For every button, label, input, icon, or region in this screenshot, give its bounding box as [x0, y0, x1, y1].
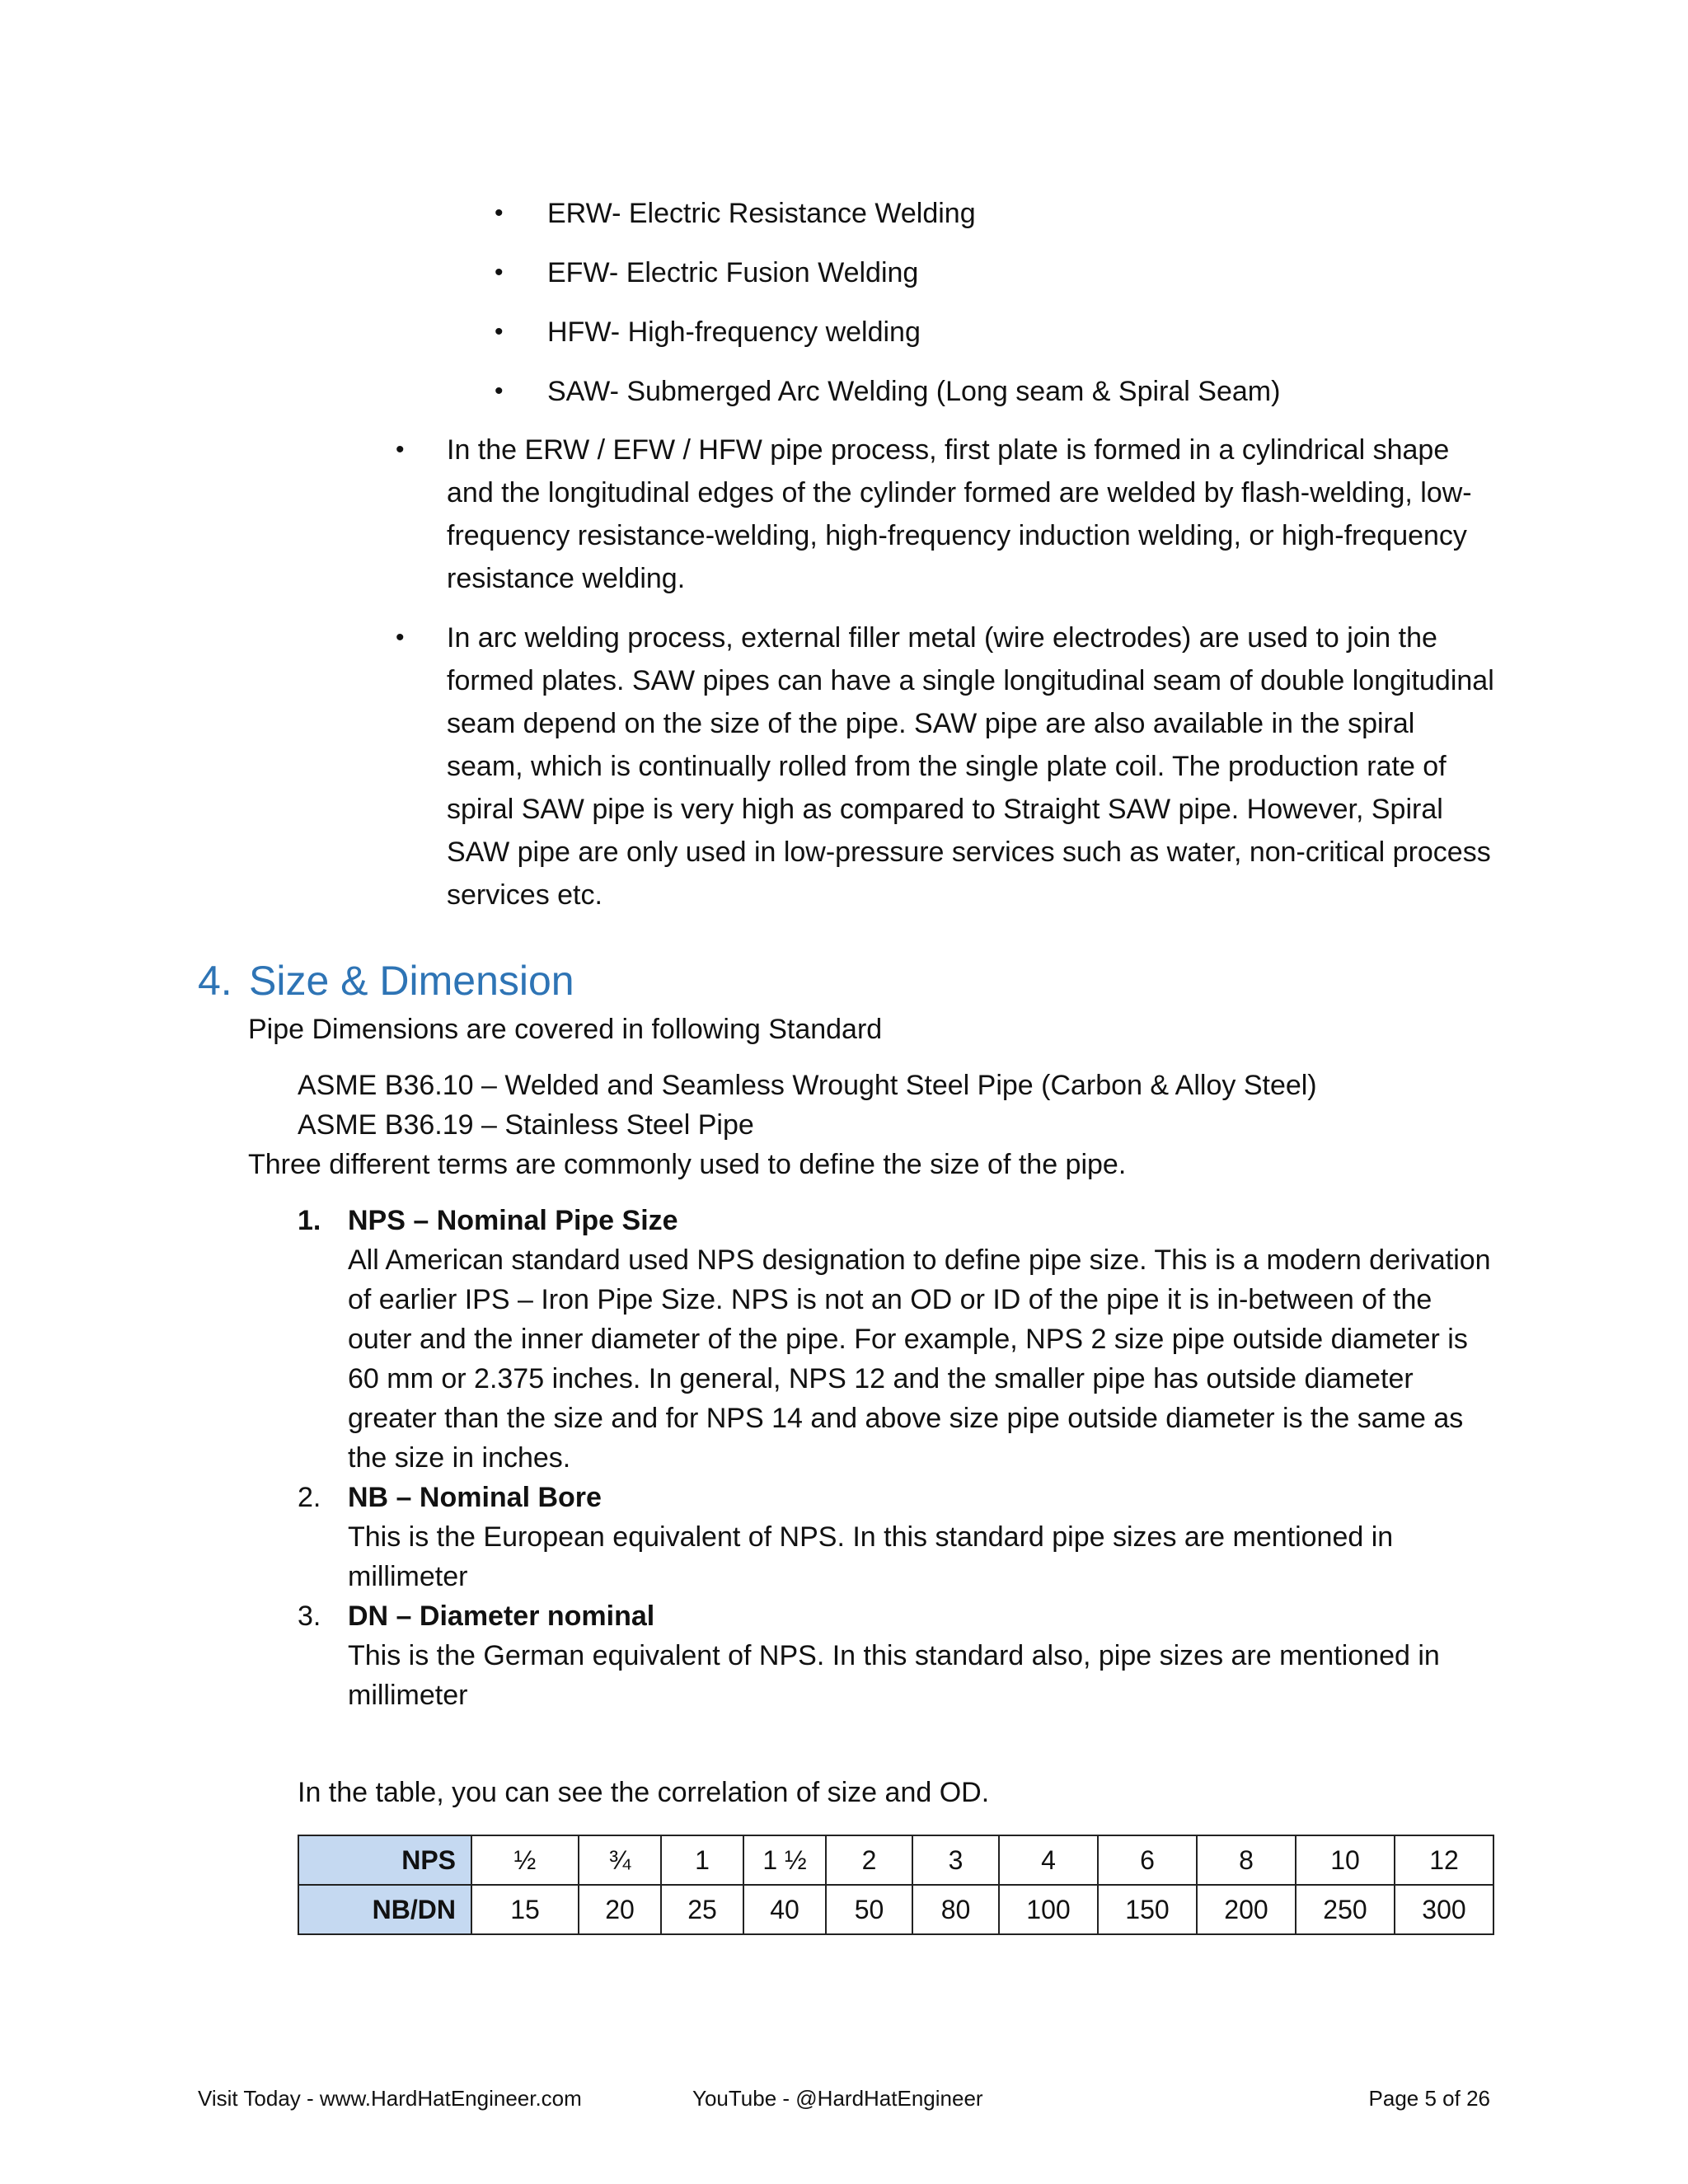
row-header: NPS — [298, 1835, 471, 1885]
standard-item: ASME B36.19 – Stainless Steel Pipe — [298, 1109, 754, 1141]
table-cell: ¾ — [579, 1835, 661, 1885]
table-cell: 40 — [743, 1885, 826, 1934]
table-cell: 12 — [1395, 1835, 1493, 1885]
table-cell: 50 — [826, 1885, 912, 1934]
table-cell: 6 — [1098, 1835, 1197, 1885]
standards-list — [298, 1066, 1317, 1145]
table-cell: 300 — [1395, 1885, 1493, 1934]
table-row — [298, 1835, 1493, 1885]
table-cell: 250 — [1296, 1885, 1395, 1934]
term-body: All American standard used NPS designation to define pipe size. This is a modern derivation of earlier IPS – Iron Pipe Size. NPS is not an OD or ID of the pipe it is in-between of the outer and the inner diameter of the pipe. For example, NPS 2 size pipe outside diameter is 60 mm or 2.375 inches. In general, NPS 12 and the smaller pipe has outside diameter greater than the size and for NPS 14 and above size pipe outside diameter is the same as the size in inches. — [348, 1244, 1491, 1474]
terms-intro: Three different terms are commonly used to define the size of the pipe. — [248, 1149, 1127, 1180]
standards-intro: Pipe Dimensions are covered in following Standard — [248, 1014, 883, 1045]
list-item: • ERW- Electric Resistance Welding — [495, 194, 1484, 233]
table-cell: 15 — [471, 1885, 579, 1934]
table-cell: 10 — [1296, 1835, 1395, 1885]
footer-youtube: YouTube - @HardHatEngineer — [692, 2086, 983, 2111]
section-heading — [198, 952, 574, 1010]
table-cell: 1 — [661, 1835, 743, 1885]
list-item: • HFW- High-frequency welding — [495, 312, 1484, 352]
standard-item: ASME B36.10 – Welded and Seamless Wrought Steel Pipe (Carbon & Alloy Steel) — [298, 1070, 1317, 1101]
table-cell: 80 — [912, 1885, 999, 1934]
section-title: Size & Dimension — [249, 958, 574, 1004]
table-cell: 3 — [912, 1835, 999, 1885]
term-item — [298, 1201, 1501, 1478]
table-cell: 20 — [579, 1885, 661, 1934]
term-title: DN – Diameter nominal — [348, 1601, 655, 1632]
term-item — [298, 1596, 1501, 1715]
size-terms-list — [298, 1201, 1501, 1715]
table-cell: 2 — [826, 1835, 912, 1885]
table-cell: 4 — [999, 1835, 1098, 1885]
list-item: • SAW- Submerged Arc Welding (Long seam & Spiral Seam) — [495, 372, 1484, 411]
term-body: This is the German equivalent of NPS. In this standard also, pipe sizes are mentioned in millimeter — [348, 1640, 1440, 1711]
table-cell: ½ — [471, 1835, 579, 1885]
list-item: • EFW- Electric Fusion Welding — [495, 253, 1484, 293]
process-list — [392, 429, 1496, 933]
footer-page-number: Page 5 of 26 — [1368, 2086, 1490, 2111]
term-number: 3. — [298, 1601, 321, 1632]
term-body: This is the European equivalent of NPS. In this standard pipe sizes are mentioned in millimeter — [348, 1521, 1394, 1592]
row-header: NB/DN — [298, 1885, 471, 1934]
footer-website: Visit Today - www.HardHatEngineer.com — [198, 2086, 582, 2111]
term-number: 1. — [298, 1205, 321, 1236]
table-intro: In the table, you can see the correlation of size and OD. — [298, 1777, 990, 1808]
section-number: 4. — [198, 958, 232, 1004]
term-title: NPS – Nominal Pipe Size — [348, 1205, 678, 1236]
term-item — [298, 1478, 1501, 1596]
list-item: • In arc welding process, external filler metal (wire electrodes) are used to join the formed plates. SAW pipes can have a single longitudinal seam of double longitudinal seam depend on the size of the pipe. SAW pipe are also available in the spiral seam, which is continually rolled from the single plate coil. The production rate of spiral SAW pipe is very high as compared to Straight SAW pipe. However, Spiral SAW pipe are only used in low-pressure services such as water, non-critical process services etc. — [392, 616, 1496, 916]
table-cell: 150 — [1098, 1885, 1197, 1934]
table-row — [298, 1885, 1493, 1934]
table-cell: 25 — [661, 1885, 743, 1934]
term-number: 2. — [298, 1482, 321, 1513]
table-cell: 1 ½ — [743, 1835, 826, 1885]
list-item: • In the ERW / EFW / HFW pipe process, first plate is formed in a cylindrical shape and the longitudinal edges of the cylinder formed are welded by flash-welding, low-frequency resistance-welding, high-frequency induction welding, or high-frequency resistance welding. — [392, 429, 1496, 600]
table-cell: 8 — [1197, 1835, 1296, 1885]
table-cell: 200 — [1197, 1885, 1296, 1934]
term-title: NB – Nominal Bore — [348, 1482, 602, 1513]
welding-types-list — [495, 194, 1484, 431]
size-correlation-table — [298, 1835, 1494, 1935]
table-cell: 100 — [999, 1885, 1098, 1934]
